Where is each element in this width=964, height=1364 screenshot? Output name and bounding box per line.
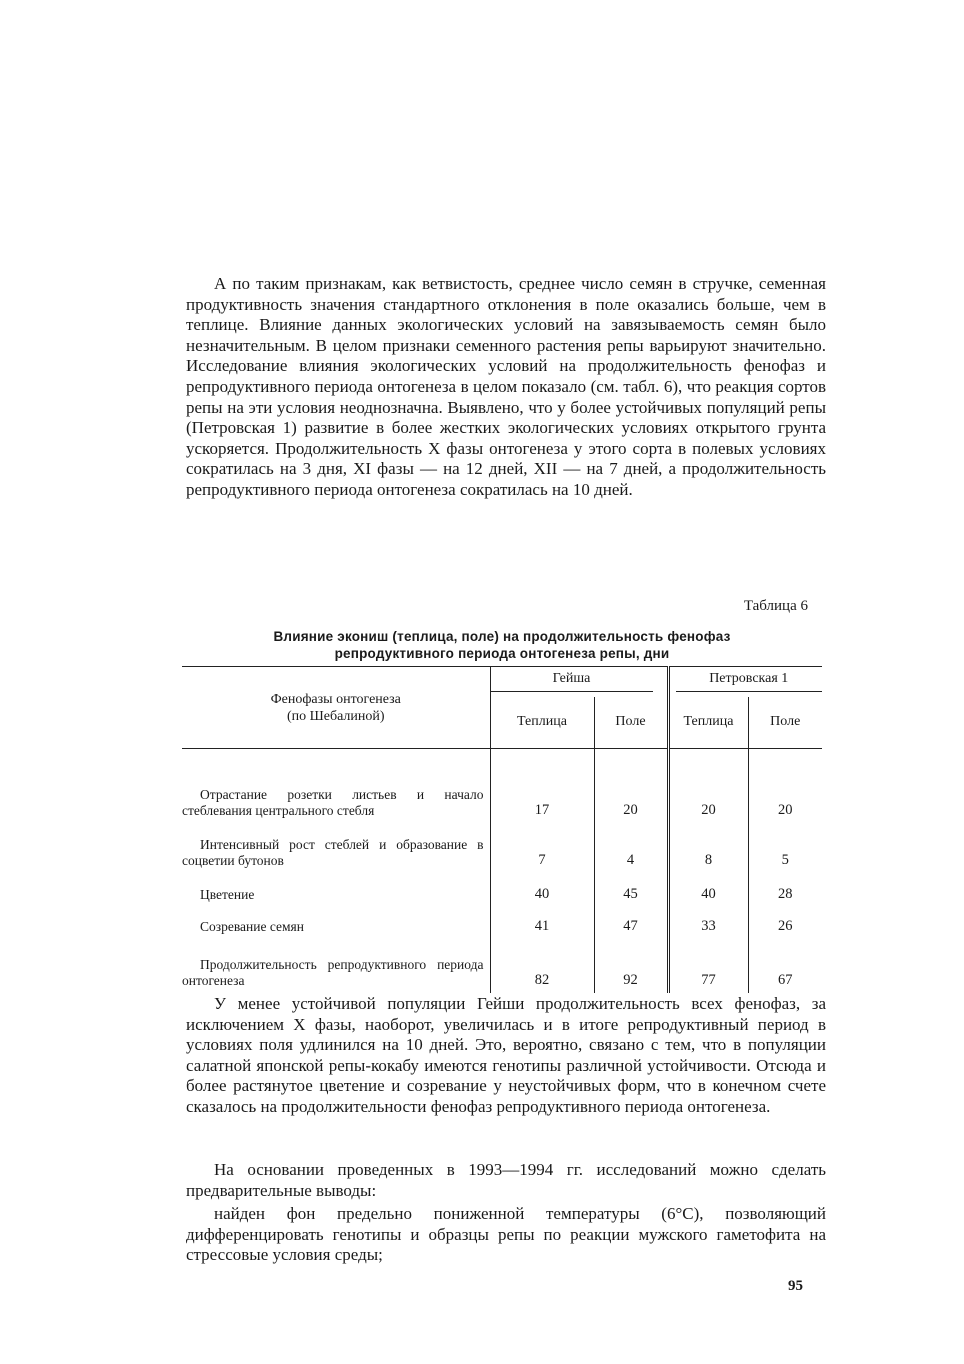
paragraph-1: А по таким признакам, как ветвистость, среднее число семян в стручке, семенная продуктивность значения стандартного отклонения в поле оказались больше, чем в теплице. Влияние данных экологических условий на завязываемость семян было незначительным. В целом признаки семенного растения репы варьируют значительно. Исследование влияния экологических условий на продолжительность фенофаз и репродуктивного периода онтогенеза в целом показало (см. табл. 6), что реакция сортов репы на эти условия неоднозначна. Выявлено, что у более устойчивых популяций репы (Петровская 1) развитие в более жестких экологических условиях открытого грунта ускоряется. Продолжительность X фазы онтогенеза у этого сорта в полевых условиях сократилась на 3 дня, XI фазы — на 12 дней, XII — на 7 дней, а продолжительность репродуктивного периода онтогенеза сократилась на 10 дней.	[186, 274, 826, 499]
cell-value: 26	[748, 903, 822, 935]
cell-value: 67	[748, 935, 822, 993]
group-header-geisha-label: Гейша	[491, 671, 653, 692]
subheader-petrovskaya-greenhouse: Теплица	[668, 697, 748, 749]
phases-header-line-1: Фенофазы онтогенеза	[270, 691, 401, 707]
row-label: Продолжительность репродуктивного периода онтогенеза	[182, 957, 484, 988]
table-row	[182, 819, 822, 869]
cell-value: 7	[490, 819, 594, 869]
table-title	[182, 628, 822, 662]
group-header-geisha	[490, 667, 668, 697]
cell-value: 77	[668, 935, 748, 993]
group-header-petrovskaya	[668, 667, 822, 697]
table-row	[182, 773, 822, 819]
row-label: Цветение	[200, 887, 255, 902]
cell-value: 28	[748, 869, 822, 903]
cell-value: 8	[668, 819, 748, 869]
cell-value: 40	[490, 869, 594, 903]
cell-value: 40	[668, 869, 748, 903]
group-header-petrovskaya-label: Петровская 1	[676, 671, 823, 692]
subheader-geisha-field: Поле	[594, 697, 668, 749]
cell-value: 4	[594, 819, 668, 869]
row-label: Интенсивный рост стеблей и образование в соцветии бутонов	[182, 837, 484, 868]
row-label: Созревание семян	[200, 919, 304, 934]
phases-column-header	[182, 667, 490, 749]
cell-value: 20	[594, 773, 668, 819]
table-row	[182, 935, 822, 993]
cell-value: 47	[594, 903, 668, 935]
page-number: 95	[788, 1278, 803, 1294]
paragraph-3: На основании проведенных в 1993—1994 гг. исследований можно сделать предварительные выводы:	[186, 1160, 826, 1200]
cell-value: 33	[668, 903, 748, 935]
cell-value: 20	[668, 773, 748, 819]
paragraph-4: найден фон предельно пониженной температуры (6°C), позволяющий дифференцировать генотипы и образцы репы по реакции мужского гаметофита на стрессовые условия среды;	[186, 1204, 826, 1265]
cell-value: 92	[594, 935, 668, 993]
cell-value: 45	[594, 869, 668, 903]
table-title-line-2: репродуктивного периода онтогенеза репы, дни	[334, 646, 670, 661]
data-table	[182, 666, 822, 993]
cell-value: 41	[490, 903, 594, 935]
row-label: Отрастание розетки листьев и начало стеблевания центрального стебля	[182, 787, 484, 818]
table-row	[182, 869, 822, 903]
subheader-geisha-greenhouse: Теплица	[490, 697, 594, 749]
phases-header-line-2: (по Шебалиной)	[286, 708, 385, 724]
table-title-line-1: Влияние экониш (теплица, поле) на продолжительность фенофаз	[273, 629, 731, 644]
subheader-petrovskaya-field: Поле	[748, 697, 822, 749]
cell-value: 17	[490, 773, 594, 819]
cell-value: 5	[748, 819, 822, 869]
table-label: Таблица 6	[743, 598, 808, 614]
cell-value: 82	[490, 935, 594, 993]
cell-value: 20	[748, 773, 822, 819]
paragraph-2: У менее устойчивой популяции Гейши продолжительность всех фенофаз, за исключением X фазы, наоборот, увеличилась и в итоге репродуктивный период в условиях поля удлинился на 10 дней. Это, вероятно, связано с тем, что в популяции салатной японской репы-кокабу имеются генотипы различной устойчивости. Отсюда и более растянутое цветение и созревание у неустойчивых форм, что в конечном счете сказалось на продолжительности фенофаз репродуктивного периода онтогенеза.	[186, 994, 826, 1116]
table-row	[182, 903, 822, 935]
